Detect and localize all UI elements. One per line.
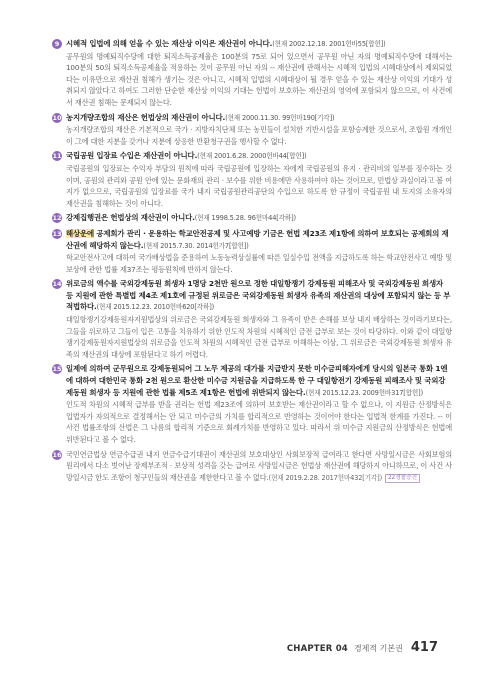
item-body: 공무원의 명예퇴직수당에 대한 퇴직소득공제율은 100분의 75로 되어 있으면서 공무원 아닌 자의 명예퇴직수당에 대해서는 100분의 50의 퇴직소득공제율을 적용하는 것이 공무원 아닌 자의 -- 재산권에 관해서는 시혜적 입법의 시혜대상에서 제외되었다는 이유만으로 재산권 침해가 생기는 것은 아니고, 시혜적 입법의 시혜대상이 될 경우 얻을 수 있는 재산상 이익의 기대가 성취되지 않았다고 하여도 그러한 단순한 재산상 이익의 기대는 헌법이 보호하는 재산권의 영역에 포함되지 않으므로, 이 사건에서 재산권 침해는 문제되지 않는다. bbox=[66, 51, 452, 107]
case-citation: (현재 1998.5.28. 96헌마44[각하]) bbox=[194, 214, 296, 223]
list-item bbox=[52, 212, 452, 225]
page-footer bbox=[287, 640, 438, 655]
case-citation: (현재 2000.11.30. 99헌마190[기각]) bbox=[225, 113, 335, 122]
chapter-label: CHAPTER 04 bbox=[286, 644, 348, 654]
body-text: 국민연금법상 연금수급권 내지 연금수급기대권이 재산권의 보호대상인 사회보장적 급여라고 한다면 사망일시금은 사회보험의 원리에서 다소 벗어난 장제부조적 · 보상적 성격을 갖는 급여로 사망일시금은 헌법상 재산권에 해당하지 아니하므로, 이 사건 사망일시금 한도 조항이 청구인들의 재산권을 제한한다고 볼 수 없다. bbox=[66, 449, 452, 482]
case-citation: (현재 2019.2.28. 2017헌마432[기각]) bbox=[268, 473, 383, 482]
case-citation: (현재 2001.6.28. 2000헌바44[합헌]) bbox=[197, 152, 307, 161]
heading-text: 농지개량조합의 재산은 헌법상의 재산권이 아니다. bbox=[66, 112, 226, 122]
case-citation: (현재 2015.12.23. 2009헌바317[합헌]) bbox=[305, 388, 423, 397]
item-number-badge: 15 bbox=[52, 365, 62, 374]
list-item bbox=[52, 112, 452, 148]
highlighted-text: 해상운에 bbox=[66, 228, 94, 238]
item-body: 농지개량조합의 재산은 기본적으로 국가 · 지방자치단체 또는 농민들이 설치한 기반시설을 포함승계한 것으로서, 조합원 개개인이 그에 대한 지분을 갖거나 지분에 상응한 반환청구권을 행사할 수 없다. bbox=[66, 125, 452, 146]
heading-text: 위로금의 액수를 국외강제동원 희생자 1명당 2천만 원으로 정한 대일항쟁기 강제동원 피해조사 및 국외강제동원 희생자 등 지원에 관한 특별법 제4조 제1호에 규정된 위로금은 국외강제동원 희생자 유족의 재산권의 대상에 포함되지 않는 등 부적법하다. bbox=[66, 279, 451, 312]
page-number: 417 bbox=[410, 640, 438, 655]
item-body: 국립공원의 입장료는 수익자 부담의 원칙에 따라 국립공원에 입장하는 자에게 국립공원의 유지 · 관리비의 일부를 징수하는 것이며, 공원의 관리와 공원 안에 있는 문화재의 관리 · 보수를 위한 비용에만 사용하여야 하는 것이므로, 민법상 과실이라고 볼 여지가 없으므로, 국립공원의 입장료를 국가 내지 국립공원관리공단의 수입으로 하도록 한 규정이 국립공원 내 토지의 소유자의 재산권을 침해하는 것이 아니다. bbox=[66, 163, 452, 208]
heading-text: 일제에 의하여 군무원으로 강제동원되어 그 노무 제공의 대가를 지급받지 못한 미수금피해자에게 당시의 일본국 통화 1엔에 대하여 대한민국 통화 2천 원으로 환산한 미수금 지원금을 지급하도록 한 구 대일항전기 강제동원 피해조사 및 국외강제동원 희생자 등 지원에 관한 법률 제5조 제1항은 헌법에 위반되지 않는다. bbox=[66, 364, 448, 397]
list-item bbox=[52, 278, 452, 360]
item-number-badge: 9 bbox=[52, 39, 62, 49]
item-body: 인도적 차원의 시혜적 급부를 받을 권리는 헌법 제23조에 의하여 보호받는 재산권이라고 할 수 없으나, 이 지원금 산정방식은 입법자가 자의적으로 결정해서는 안 되고 미수금의 가치를 합리적으로 반영하는 것이어야 한다는 입법적 한계를 가진다. -- 이 사건 법률조항의 산법은 그 나름의 합리적 기준으로 회례가치를 반영하고 있다. 따라서 위 미수금 지원금의 산정방식은 헌법에 위반된다고 볼 수 없다. bbox=[66, 400, 452, 444]
heading-text: 시혜적 입법에 의해 얻을 수 있는 재산상 이익은 재산권이 아니다. bbox=[66, 39, 273, 48]
item-number-badge: 13 bbox=[52, 229, 62, 238]
case-citation: (현재 2015.12.23. 2010헌바620[각하]) bbox=[96, 303, 215, 312]
case-list bbox=[52, 38, 452, 487]
item-heading bbox=[66, 38, 452, 51]
item-heading bbox=[66, 212, 452, 225]
exam-tag: 22경찰승진 bbox=[385, 474, 420, 483]
item-number-badge: 14 bbox=[52, 280, 62, 289]
case-citation: (현재 2002.12.18. 2001헌바55[합헌]) bbox=[272, 40, 386, 48]
item-heading bbox=[66, 363, 452, 399]
item-number-badge: 16 bbox=[52, 450, 62, 459]
list-item bbox=[52, 38, 452, 109]
item-body: 대일항쟁기강제동원자지원법상의 위로금은 국외강제동원 희생자와 그 유족이 받은 손해를 보상 내지 배상하는 것이라기보다는, 그들을 위로하고 그들이 입은 고통을 치유하기 위한 인도적 차원의 시혜적인 금전 급부로 보는 것이 타당하다. 이와 같이 대일항쟁기강제동원자지원법상의 위로금을 인도적 차원의 시혜적인 금전 급부로 이해하는 이상, 그 위로금은 국외강제동원 희생자 유족의 재산권의 대상에 포함된다고 하기 어렵다. bbox=[66, 315, 452, 359]
list-item bbox=[52, 228, 452, 275]
item-number-badge: 12 bbox=[52, 214, 62, 223]
item-heading bbox=[66, 278, 452, 314]
item-body bbox=[66, 449, 452, 485]
list-item bbox=[52, 150, 452, 209]
list-item bbox=[52, 363, 452, 445]
list-item bbox=[52, 449, 452, 485]
item-number-badge: 10 bbox=[52, 113, 62, 122]
item-number-badge: 11 bbox=[52, 152, 62, 161]
heading-text: 강제집행권은 헌법상의 재산권이 아니다. bbox=[66, 213, 195, 223]
item-body: 학교안전사고에 대하여 국가배상법을 준용하여 노동능력상실률에 따른 일실수입 전액을 지급하도록 하는 학교안전사고 예방 및 보상에 관한 법률 제37조는 평등원칙에 반하지 않는다. bbox=[66, 253, 452, 274]
heading-text: 국립공원 입장료 수입은 재산권이 아니다. bbox=[66, 151, 198, 161]
item-heading bbox=[66, 150, 452, 163]
heading-text: 공제회가 관리 · 운용하는 학교안전공제 및 사고예방 기금은 헌법 제23조 제1항에 의하여 보호되는 공제회의 재산권에 해당하지 않는다. bbox=[66, 228, 449, 250]
item-heading bbox=[66, 228, 452, 252]
item-heading bbox=[66, 112, 452, 125]
case-citation: (현재 2015.7.30. 2014헌가7[합헌]) bbox=[143, 241, 249, 250]
chapter-title: 경제적 기본권 bbox=[353, 644, 403, 653]
